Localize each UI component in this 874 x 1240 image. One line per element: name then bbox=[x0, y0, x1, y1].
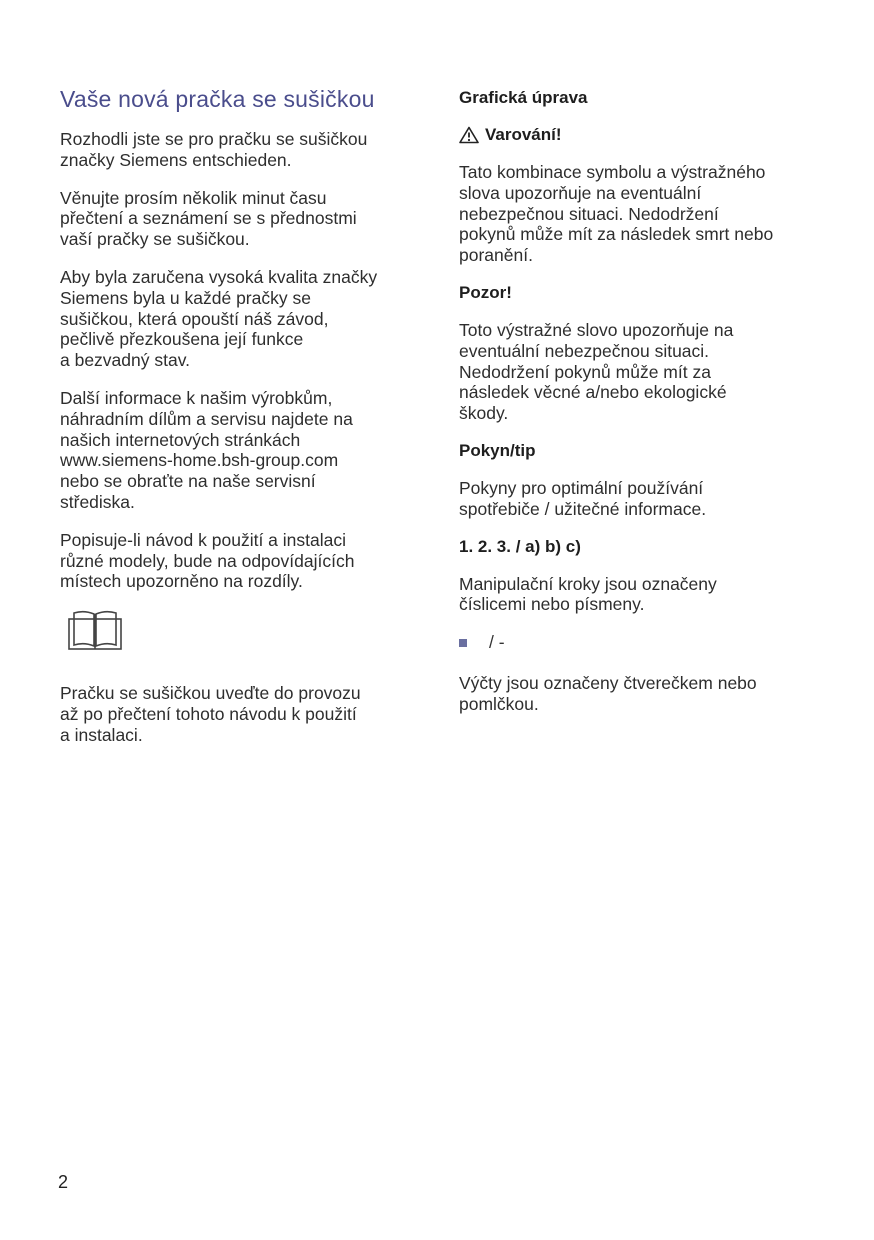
section-heading: Grafická úprava bbox=[459, 88, 588, 107]
intro-paragraph: Rozhodli jste se pro pračku se sušičkou značky Siemens entschieden. bbox=[60, 129, 368, 170]
bullet-text: Výčty jsou označeny čtverečkem nebo pomlčkou. bbox=[459, 673, 757, 714]
steps-heading: 1. 2. 3. / a) b) c) bbox=[459, 536, 581, 556]
caution-heading: Pozor! bbox=[459, 282, 512, 302]
page-number: 2 bbox=[58, 1172, 69, 1192]
book-icon bbox=[66, 609, 124, 653]
left-column bbox=[60, 86, 430, 763]
reading-paragraph: Věnujte prosím několik minut času přečtení a seznámení se s přednostmi vaší pračky se sušičkou. bbox=[60, 187, 357, 250]
right-column bbox=[459, 88, 829, 732]
models-paragraph: Popisuje-li návod k použití a instalaci různé modely, bude na odpovídajících místech upozorněno na rozdíly. bbox=[60, 529, 355, 592]
info-paragraph: Další informace k našim výrobkům, náhradním dílům a servisu najdete na našich internetových stránkách www.siemens-home.bsh-group.com nebo se obraťte na naše servisní střediska. bbox=[60, 387, 353, 512]
tip-heading: Pokyn/tip bbox=[459, 440, 536, 460]
warning-triangle-icon bbox=[459, 126, 479, 144]
bullet-heading bbox=[459, 632, 829, 653]
tip-text: Pokyny pro optimální používání spotřebiče / užitečné informace. bbox=[459, 477, 707, 519]
steps-text: Manipulační kroky jsou označeny číslicemi nebo písmeny. bbox=[459, 573, 717, 615]
bullet-label: / - bbox=[489, 632, 505, 653]
square-bullet-icon bbox=[459, 639, 467, 647]
warning-heading bbox=[459, 125, 829, 145]
warning-text: Tato kombinace symbolu a výstražného slova upozorňuje na eventuální nebezpečnou situaci. Nedodržení pokynů může mít za následek smrt nebo poranění. bbox=[459, 162, 774, 266]
start-paragraph: Pračku se sušičkou uveďte do provozu až po přečtení tohoto návodu k použití a instalaci. bbox=[60, 683, 361, 745]
page-title: Vaše nová pračka se sušičkou bbox=[60, 86, 375, 112]
caution-text: Toto výstražné slovo upozorňuje na eventuální nebezpečnou situaci. Nedodržení pokynů může mít za následek věcné a/nebo ekologické škody. bbox=[459, 319, 734, 424]
warning-label: Varování! bbox=[485, 125, 562, 144]
quality-paragraph: Aby byla zaručena vysoká kvalita značky Siemens byla u každé pračky se sušičkou, která opouští náš závod, pečlivě přezkoušena její funkce a bezvadný stav. bbox=[60, 266, 378, 371]
